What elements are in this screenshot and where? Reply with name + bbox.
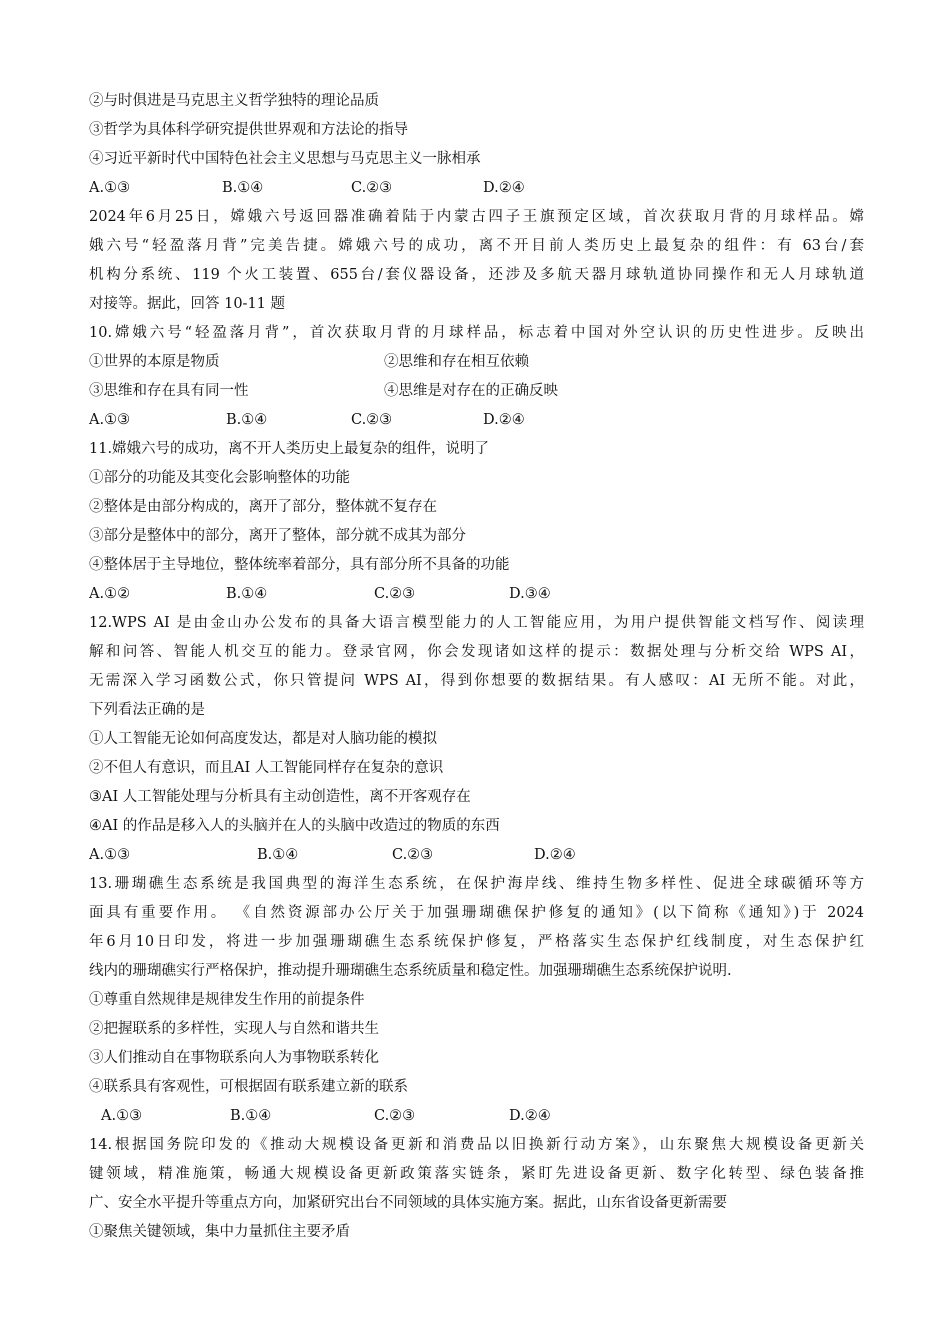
q9-item-3: ③哲学为具体科学研究提供世界观和方法论的指导 bbox=[89, 122, 408, 138]
q12-option-c: C.②③ bbox=[392, 847, 434, 863]
q12-item-1: ①人工智能无论如何高度发达，都是对人脑功能的模拟 bbox=[89, 731, 437, 747]
q12-item-4: ④AI 的作品是移入人的头脑并在人的头脑中改造过的物质的东西 bbox=[89, 818, 500, 834]
q14-stem-line: 广、安全水平提升等重点方向，加紧研究出台不同领域的具体实施方案。据此，山东省设备更新需要 bbox=[89, 1195, 727, 1211]
passage-line: 对接等。据此，回答 10-11 题 bbox=[89, 296, 286, 312]
q12-stem-line: 12.WPS AI 是由金山办公发布的具备大语言模型能力的人工智能应用，为用户提供智能文档写作、阅读理 bbox=[89, 615, 864, 631]
passage-line: 娥六号“轻盈落月背”完美告捷。嫦娥六号的成功，离不开目前人类历史上最复杂的组件：有 63台/套 bbox=[89, 238, 864, 254]
q11-item-3: ③部分是整体中的部分，离开了整体，部分就不成其为部分 bbox=[89, 528, 466, 544]
q9-option-a: A.①③ bbox=[89, 180, 131, 196]
passage-line: 2024年6月25日，嫦娥六号返回器准确着陆于内蒙古四子王旗预定区域，首次获取月背的月球样品。嫦 bbox=[89, 209, 864, 225]
q12-item-3: ③AI 人工智能处理与分析具有主动创造性，离不开客观存在 bbox=[89, 789, 471, 805]
q10-stem: 10.嫦娥六号“轻盈落月背”，首次获取月背的月球样品，标志着中国对外空认识的历史性进步。反映出 bbox=[89, 325, 864, 341]
q9-option-b: B.①④ bbox=[222, 180, 264, 196]
q9-item-2: ②与时俱进是马克思主义哲学独特的理论品质 bbox=[89, 93, 379, 109]
q13-option-a: A.①③ bbox=[101, 1108, 143, 1124]
q10-item-1: ①世界的本原是物质 bbox=[89, 354, 220, 370]
q10-option-a: A.①③ bbox=[89, 412, 131, 428]
q12-stem-line: 解和问答、智能人机交互的能力。登录官网，你会发现诸如这样的提示：数据处理与分析交给 WPS AI， bbox=[89, 644, 864, 660]
q9-option-c: C.②③ bbox=[351, 180, 393, 196]
q14-stem-line: 14.根据国务院印发的《推动大规模设备更新和消费品以旧换新行动方案》，山东聚焦大规模设备更新关 bbox=[89, 1137, 864, 1153]
q11-option-a: A.①② bbox=[89, 586, 131, 602]
q13-option-d: D.②④ bbox=[509, 1108, 551, 1124]
q10-item-3: ③思维和存在具有同一性 bbox=[89, 383, 249, 399]
q9-item-4: ④习近平新时代中国特色社会主义思想与马克思主义一脉相承 bbox=[89, 151, 481, 167]
q12-item-2: ②不但人有意识，而且AI 人工智能同样存在复杂的意识 bbox=[89, 760, 444, 776]
q11-options bbox=[89, 584, 864, 606]
q13-stem-line: 线内的珊瑚礁实行严格保护，推动提升珊瑚礁生态系统质量和稳定性。加强珊瑚礁生态系统保护说明. bbox=[89, 963, 732, 979]
q13-stem-line: 年6月10日印发，将进一步加强珊瑚礁生态系统保护修复，严格落实生态保护红线制度，对生态保护红 bbox=[89, 934, 864, 950]
q12-stem-line: 下列看法正确的是 bbox=[89, 702, 205, 718]
q12-options bbox=[89, 845, 864, 867]
q11-item-2: ②整体是由部分构成的，离开了部分，整体就不复存在 bbox=[89, 499, 437, 515]
passage-line: 机构分系统、119 个火工装置、655台/套仪器设备，还涉及多航天器月球轨道协同操作和无人月球轨道 bbox=[89, 267, 864, 283]
q13-item-4: ④联系具有客观性，可根据固有联系建立新的联系 bbox=[89, 1079, 408, 1095]
q13-item-2: ②把握联系的多样性，实现人与自然和谐共生 bbox=[89, 1021, 379, 1037]
q10-option-d: D.②④ bbox=[483, 412, 525, 428]
q9-options bbox=[89, 178, 864, 200]
q11-option-b: B.①④ bbox=[226, 586, 268, 602]
q12-option-b: B.①④ bbox=[257, 847, 299, 863]
q10-option-b: B.①④ bbox=[226, 412, 268, 428]
q10-item-4: ④思维是对存在的正确反映 bbox=[384, 383, 558, 399]
q10-item-2: ②思维和存在相互依赖 bbox=[384, 354, 529, 370]
q13-option-b: B.①④ bbox=[230, 1108, 272, 1124]
q11-item-4: ④整体居于主导地位，整体统率着部分，具有部分所不具备的功能 bbox=[89, 557, 510, 573]
q10-items-row-2 bbox=[89, 381, 864, 403]
q11-item-1: ①部分的功能及其变化会影响整体的功能 bbox=[89, 470, 350, 486]
q13-item-1: ①尊重自然规律是规律发生作用的前提条件 bbox=[89, 992, 365, 1008]
q14-stem-line: 键领域，精准施策，畅通大规模设备更新政策落实链条，紧盯先进设备更新、数字化转型、绿色装备推 bbox=[89, 1166, 864, 1182]
q12-option-d: D.②④ bbox=[534, 847, 576, 863]
q9-option-d: D.②④ bbox=[483, 180, 525, 196]
q10-options bbox=[89, 410, 864, 432]
q10-option-c: C.②③ bbox=[351, 412, 393, 428]
q12-option-a: A.①③ bbox=[89, 847, 131, 863]
q14-item-1: ①聚焦关键领域，集中力量抓住主要矛盾 bbox=[89, 1224, 350, 1240]
q13-stem-line: 面具有重要作用。 《自然资源部办公厅关于加强珊瑚礁保护修复的通知》(以下简称《通知》)于 2024 bbox=[89, 905, 864, 921]
q12-stem-line: 无需深入学习函数公式，你只管提问 WPS AI，得到你想要的数据结果。有人感叹：AI 无所不能。对此， bbox=[89, 673, 864, 689]
q13-stem-line: 13.珊瑚礁生态系统是我国典型的海洋生态系统，在保护海岸线、维持生物多样性、促进全球碳循环等方 bbox=[89, 876, 864, 892]
q13-options bbox=[89, 1106, 864, 1128]
q11-option-c: C.②③ bbox=[374, 586, 416, 602]
q10-items-row-1 bbox=[89, 352, 864, 374]
q13-option-c: C.②③ bbox=[374, 1108, 416, 1124]
q13-item-3: ③人们推动自在事物联系向人为事物联系转化 bbox=[89, 1050, 379, 1066]
q11-option-d: D.③④ bbox=[509, 586, 551, 602]
q11-stem: 11.嫦娥六号的成功，离不开人类历史上最复杂的组件，说明了 bbox=[89, 441, 490, 457]
